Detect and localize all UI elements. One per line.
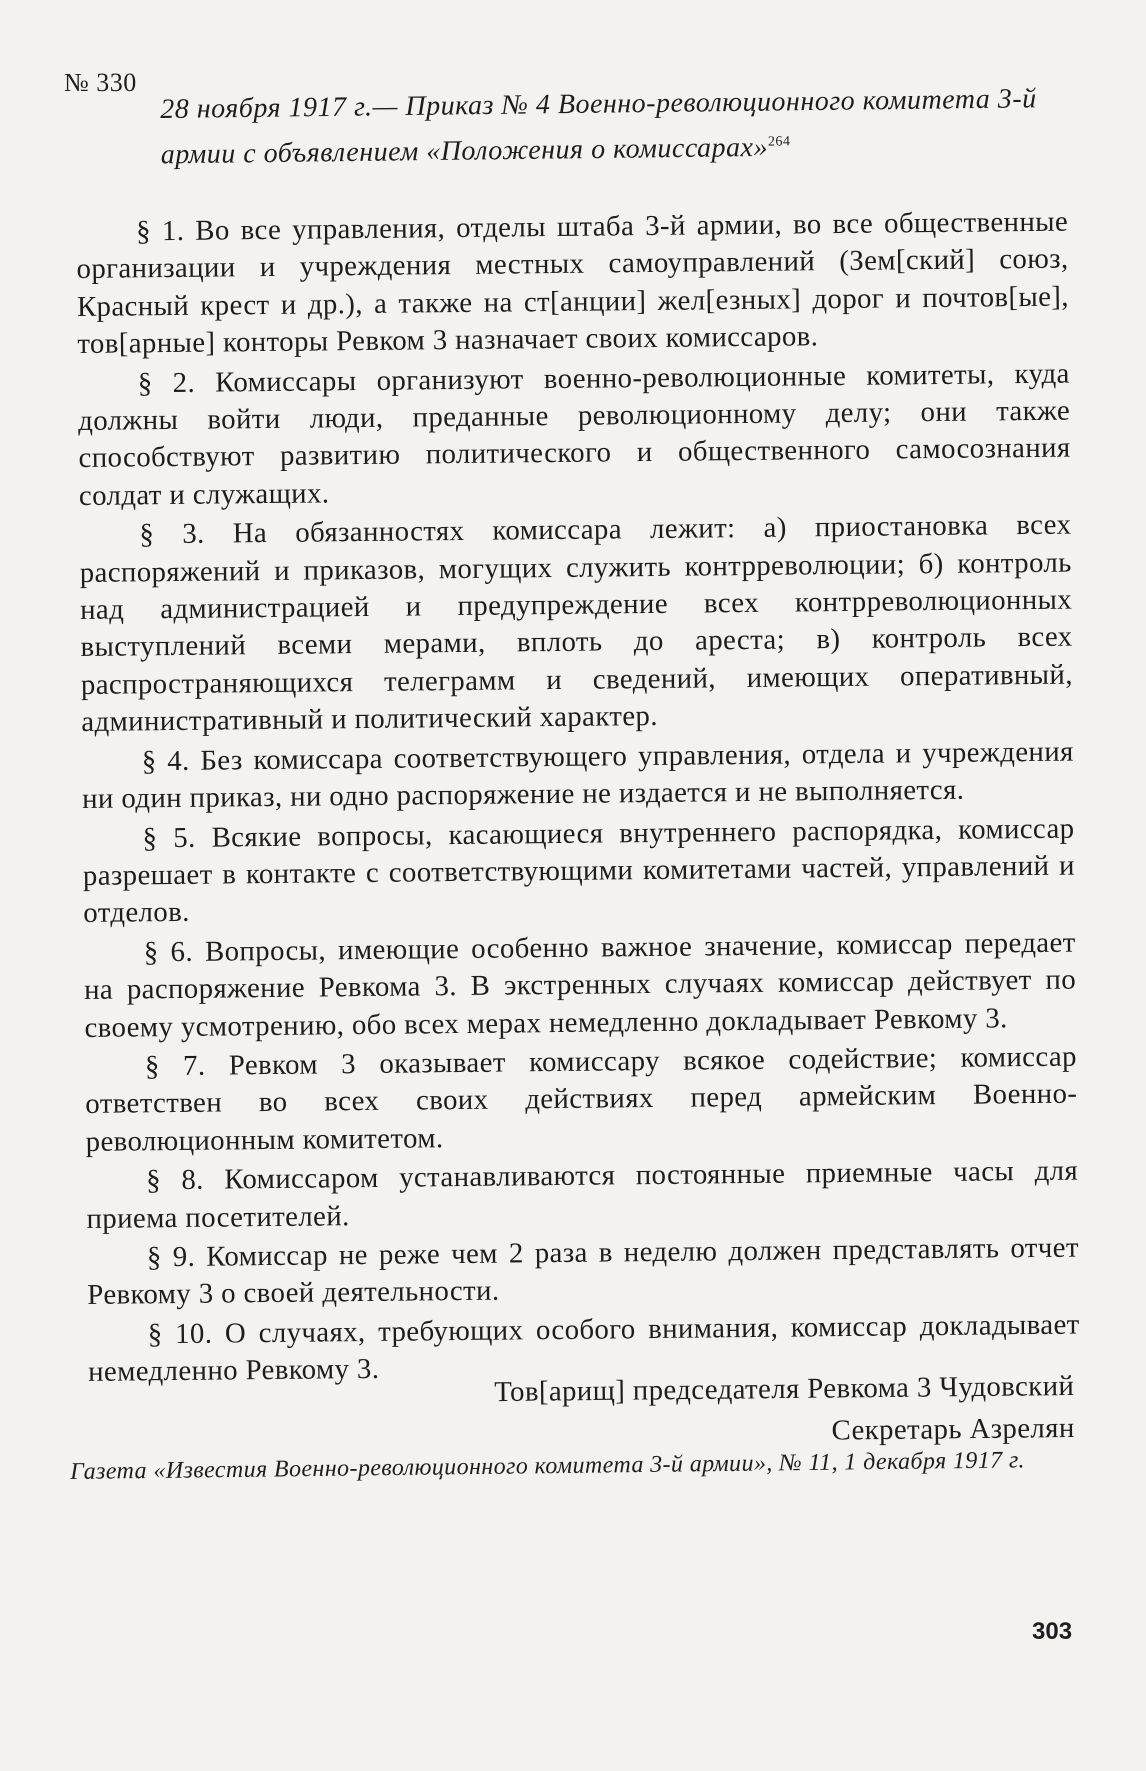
paragraph-9: § 9. Комиссар не реже чем 2 раза в неделю должен представлять отчет Ревкому 3 о своей деятельности. xyxy=(87,1231,1080,1312)
paragraph-10: § 10. О случаях, требующих особого внимания, комиссар докладывает немедленно Ревкому 3. xyxy=(87,1308,1080,1389)
document-title xyxy=(160,79,1061,175)
page-number: 303 xyxy=(1032,1618,1073,1645)
paragraph-5: § 5. Всякие вопросы, касающиеся внутреннего распорядка, комиссар разрешает в контакте с соответствующими комитетами частей, управлений и отделов. xyxy=(82,812,1076,930)
source-citation: Газета «Известия Военно-революционного комитета 3-й армии», № 11, 1 декабря 1917 г. xyxy=(70,1447,1025,1485)
paragraph-2: § 2. Комиссары организуют военно-революционные комитеты, куда должны войти люди, преданные революционному делу; они также способствуют развитию политического и общественного самосознания солдат и служащих. xyxy=(78,357,1071,512)
paragraph-1: § 1. Во все управления, отделы штаба 3-й армии, во все общественные организации и учреждения местных самоуправлений (Зем[ский] союз, Красный крест и др.), а также на ст[анции] жел[езных] дорог и почтов[ые], тов[арные] конторы Ревком 3 назначает своих комиссаров. xyxy=(76,205,1070,361)
signature-secretary: Секретарь Азрелян xyxy=(831,1411,1075,1447)
paragraph-3: § 3. На обязанностях комиссара лежит: а) приостановка всех распоряжений и приказов, могущих служить контрреволюции; б) контроль над администрацией и предупреждение всех контрреволюционных выступлений всеми мерами, вплоть до ареста; в) контроль всех распространяющихся телеграмм и сведений, имеющих оперативный, административный и политический характер. xyxy=(79,508,1074,739)
footnote-reference: 264 xyxy=(767,134,791,150)
signature-chairman: Тов[арищ] председателя Ревкома 3 Чудовский xyxy=(494,1369,1075,1409)
signature-block xyxy=(494,1365,1075,1455)
document-number: № 330 xyxy=(64,68,137,97)
paragraph-6: § 6. Вопросы, имеющие особенно важное значение, комиссар передает на распоряжение Ревкома 3. В экстренных случаях комиссар действует по своему усмотрению, обо всех мерах немедленно докладывает Ревкому 3. xyxy=(83,926,1077,1044)
paragraph-8: § 8. Комиссаром устанавливаются постоянные приемные часы для приема посетителей. xyxy=(86,1154,1079,1235)
paragraph-4: § 4. Без комиссара соответствующего управления, отдела и учреждения ни один приказ, ни одно распоряжение не издается и не выполняется. xyxy=(81,735,1074,816)
document-title-text: 28 ноября 1917 г.— Приказ № 4 Военно-революционного комитета 3-й армии с объявлением «Положения о комиссарах» xyxy=(160,83,1037,171)
paragraph-7: § 7. Ревком 3 оказывает комиссару всякое содействие; комиссар ответствен во всех своих действиях перед армейским Военно-революционным комитетом. xyxy=(85,1040,1078,1158)
document-body xyxy=(76,204,1080,1394)
